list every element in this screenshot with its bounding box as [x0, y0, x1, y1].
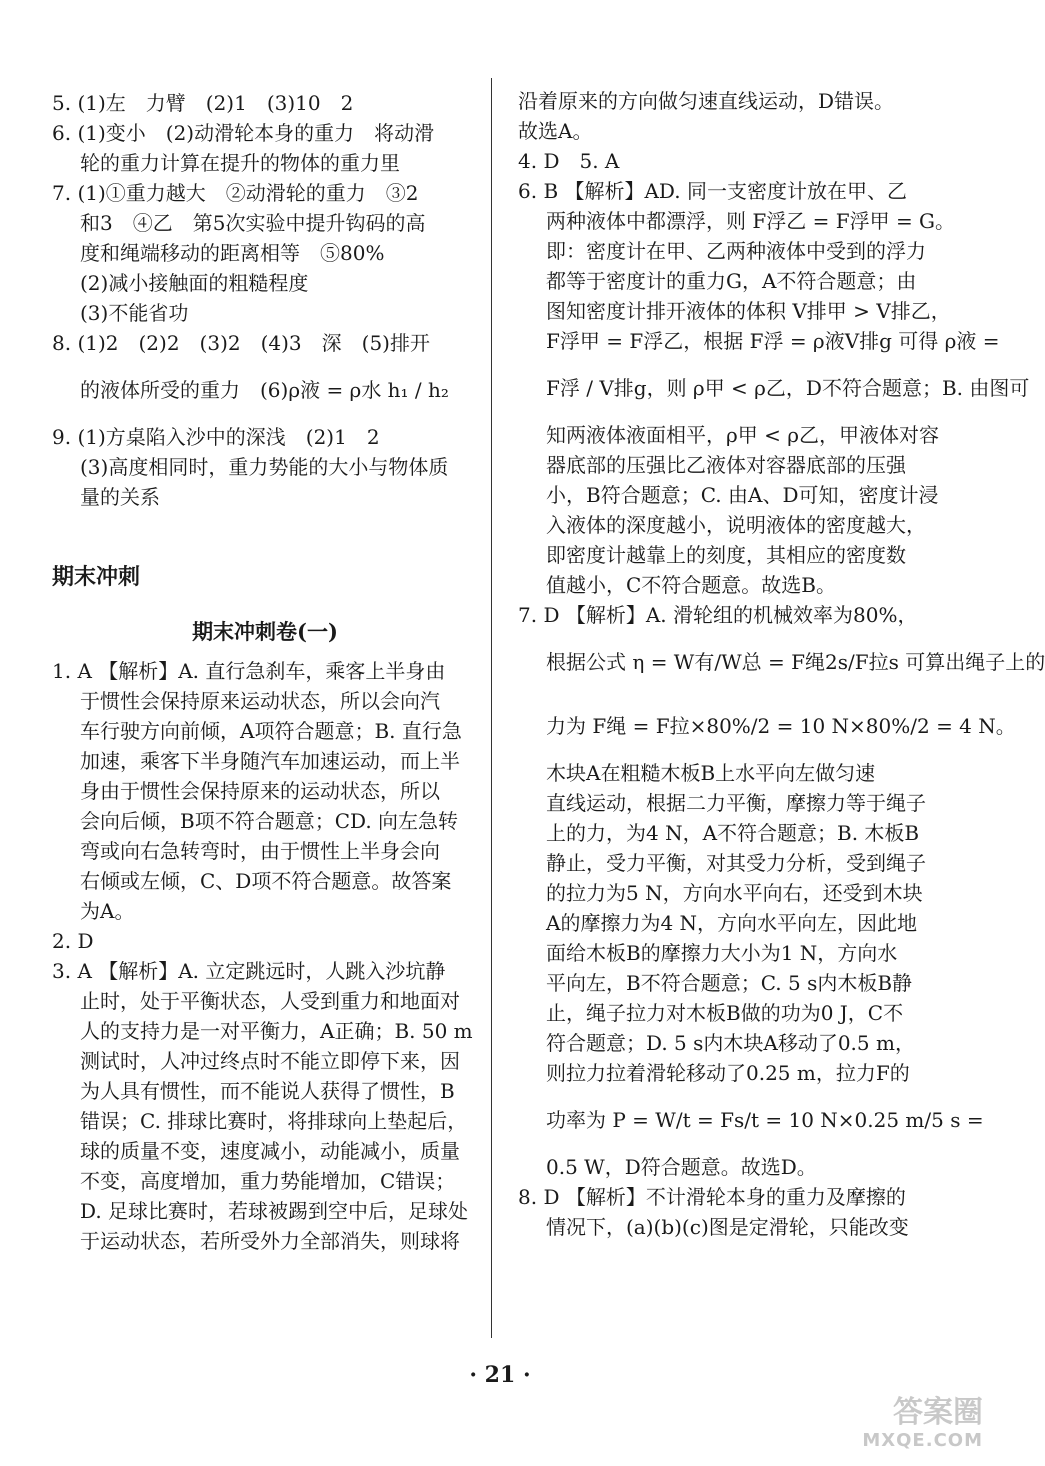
answer-line: 入液体的深度越小，说明液体的密度越大，: [546, 513, 926, 537]
answer-line: 面给木板B的摩擦力大小为1 N，方向水: [546, 941, 898, 965]
answer-line: 5. (1)左 力臂 (2)1 (3)10 2: [52, 91, 354, 115]
answer-line: 平向左，B不符合题意；C. 5 s内木板B静: [546, 971, 913, 995]
answer-line: 加速，乘客下半身随汽车加速运动，而上半: [80, 749, 460, 773]
answer-line: 度和绳端移动的距离相等 ⑤80%: [80, 241, 385, 265]
answer-line: F浮甲 = F浮乙，根据 F浮 = ρ液V排g 可得 ρ液 =: [546, 329, 1000, 353]
answer-line: 4. D 5. A: [518, 149, 620, 173]
spacer: [52, 512, 478, 548]
answer-line: 沿着原来的方向做匀速直线运动，D错误。: [518, 89, 895, 113]
answer-line: 根据公式 η = W有/W总 = F绳2s/F拉s 可算出绳子上的: [546, 650, 1045, 674]
answer-line: 木块A在粗糙木板B上水平向左做匀速: [546, 761, 876, 785]
answer-line: 图知密度计排开液体的体积 V排甲 > V排乙，: [546, 299, 951, 323]
answer-line: 轮的重力计算在提升的物体的重力里: [80, 151, 400, 175]
answer-line: 情况下，(a)(b)(c)图是定滑轮，只能改变: [546, 1215, 909, 1239]
answer-line: A的摩擦力为4 N，方向水平向左，因此地: [546, 911, 918, 935]
answer-line: 的液体所受的重力 (6)ρ液 = ρ水 h₁ / h₂: [80, 378, 449, 402]
answer-line: 1. A 【解析】A. 直行急刹车，乘客上半身由: [52, 659, 446, 683]
answer-line: 球的质量不变，速度减小，动能减小，质量: [80, 1139, 460, 1163]
answer-line: 的拉力为5 N，方向水平向右，还受到木块: [546, 881, 923, 905]
answer-line: (3)不能省功: [80, 301, 189, 325]
answer-line: 8. (1)2 (2)2 (3)2 (4)3 深 (5)排开: [52, 331, 430, 355]
watermark-logo: [818, 1396, 983, 1452]
watermark-url: MXQE.COM: [862, 1430, 983, 1451]
answer-line: 右倾或左倾，C、D项不符合题意。故答案: [80, 869, 452, 893]
answer-line: 0.5 W，D符合题意。故选D。: [546, 1155, 817, 1179]
answer-line: 人的支持力是一对平衡力，A正确；B. 50 m: [80, 1019, 473, 1043]
answer-line: 量的关系: [80, 485, 160, 509]
answer-line: 测试时，人冲过终点时不能立即停下来，因: [80, 1049, 460, 1073]
answer-line: 即：密度计在甲、乙两种液体中受到的浮力: [546, 239, 926, 263]
answer-line: 3. A 【解析】A. 立定跳远时，人跳入沙坑静: [52, 959, 446, 983]
answer-line: 功率为 P = W/t = Fs/t = 10 N×0.25 m/5 s =: [546, 1108, 984, 1132]
answer-line: 器底部的压强比乙液体对容器底部的压强: [546, 453, 906, 477]
answer-line: 于运动状态，若所受外力全部消失，则球将: [80, 1229, 460, 1253]
answer-line: 则拉力拉着滑轮移动了0.25 m，拉力F的: [546, 1061, 910, 1085]
exam-subtitle: 期末冲刺卷(一): [192, 619, 338, 644]
answer-line: 力为 F绳 = F拉×80%/2 = 10 N×80%/2 = 4 N。: [546, 714, 1016, 738]
answer-line: 7. D 【解析】A. 滑轮组的机械效率为80%，: [518, 603, 918, 627]
answer-line: 8. D 【解析】不计滑轮本身的重力及摩擦的: [518, 1185, 906, 1209]
answer-line: 和3 ④乙 第5次实验中提升钩码的高: [80, 211, 426, 235]
answer-line: 不变，高度增加，重力势能增加，C错误；: [80, 1169, 456, 1193]
answer-line: (2)减小接触面的粗糙程度: [80, 271, 309, 295]
answer-line: 2. D: [52, 929, 94, 953]
answer-line: (3)高度相同时，重力势能的大小与物体质: [80, 455, 449, 479]
answer-line: 6. B 【解析】AD. 同一支密度计放在甲、乙: [518, 179, 907, 203]
answer-line: 6. (1)变小 (2)动滑轮本身的重力 将动滑: [52, 121, 435, 145]
answer-line: 都等于密度计的重力G，A不符合题意；由: [546, 269, 917, 293]
answer-line: 身由于惯性会保持原来的运动状态，所以: [80, 779, 440, 803]
answer-line: 止时，处于平衡状态，人受到重力和地面对: [80, 989, 460, 1013]
answer-line: 两种液体中都漂浮，则 F浮乙 = F浮甲 = G。: [546, 209, 956, 233]
answer-line: 故选A。: [518, 119, 593, 143]
answer-line: D. 足球比赛时，若球被踢到空中后，足球处: [80, 1199, 469, 1223]
left-column: [52, 88, 478, 1256]
answer-line: 符合题意；D. 5 s内木块A移动了0.5 m，: [546, 1031, 915, 1055]
answer-line: 车行驶方向前倾，A项符合题意；B. 直行急: [80, 719, 462, 743]
section-title: 期末冲刺: [52, 565, 141, 590]
answer-line: 9. (1)方桌陷入沙中的深浅 (2)1 2: [52, 425, 380, 449]
answer-line: 为A。: [80, 899, 135, 923]
answer-line: F浮 / V排g，则 ρ甲 < ρ乙，D不符合题意；B. 由图可: [546, 376, 1030, 400]
answer-line: 上的力，为4 N，A不符合题意；B. 木板B: [546, 821, 920, 845]
answer-line: 错误；C. 排球比赛时，将排球向上垫起后，: [80, 1109, 468, 1133]
watermark-brand: 答案圈: [893, 1395, 983, 1430]
right-column: [518, 86, 1045, 1242]
answer-line: 会向后倾，B项不符合题意；CD. 向左急转: [80, 809, 459, 833]
column-divider: [491, 78, 492, 1338]
answer-line: 知两液体液面相平，ρ甲 < ρ乙，甲液体对容: [546, 423, 939, 447]
answer-line: 止，绳子拉力对木板B做的功为0 J，C不: [546, 1001, 904, 1025]
answer-line: 值越小，C不符合题意。故选B。: [546, 573, 836, 597]
answer-line: 弯或向右急转弯时，由于惯性上半身会向: [80, 839, 440, 863]
answer-line: 直线运动，根据二力平衡，摩擦力等于绳子: [546, 791, 926, 815]
answer-line: 小，B符合题意；C. 由A、D可知，密度计浸: [546, 483, 939, 507]
answer-line: 7. (1)①重力越大 ②动滑轮的重力 ③2: [52, 181, 419, 205]
answer-line: 为人具有惯性，而不能说人获得了惯性，B: [80, 1079, 455, 1103]
answer-line: 静止，受力平衡，对其受力分析，受到绳子: [546, 851, 926, 875]
answer-line: 于惯性会保持原来运动状态，所以会向汽: [80, 689, 440, 713]
page-number: · 21 ·: [469, 1362, 531, 1388]
answer-line: 即密度计越靠上的刻度，其相应的密度数: [546, 543, 906, 567]
